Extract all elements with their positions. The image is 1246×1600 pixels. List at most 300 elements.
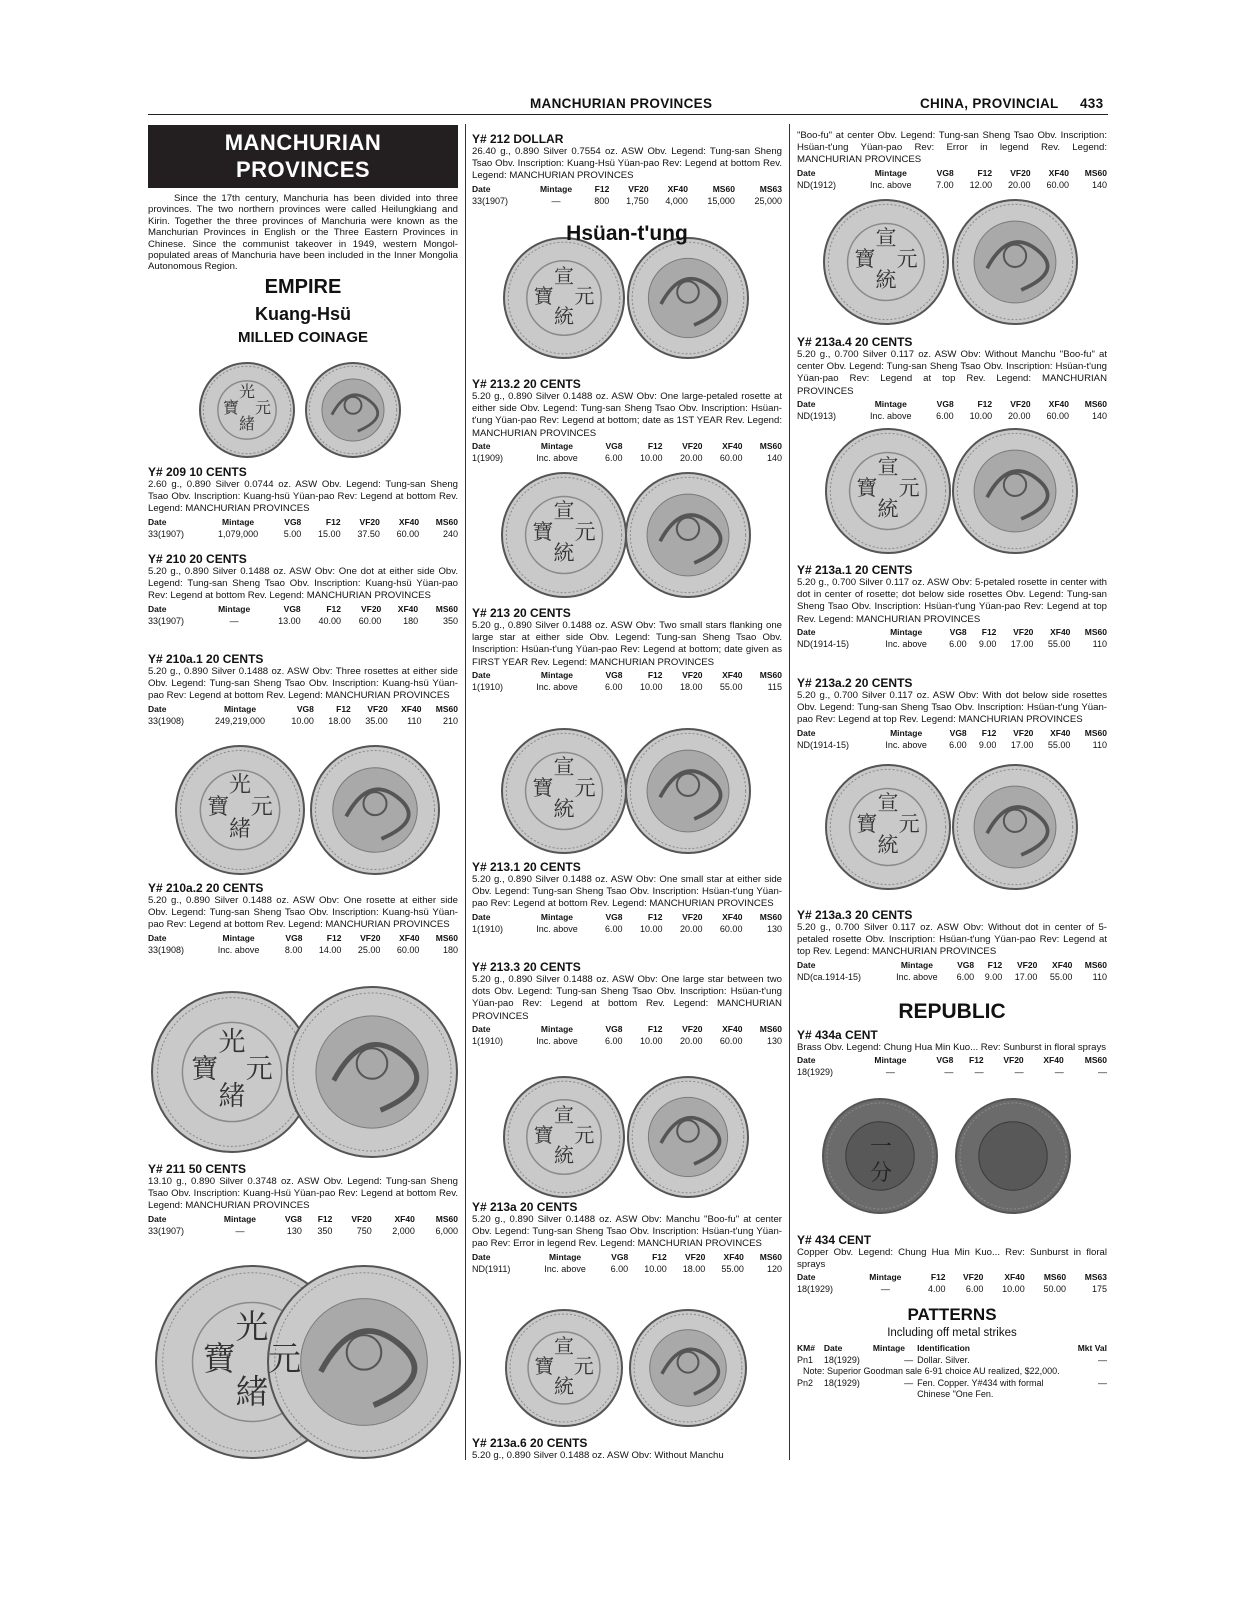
cell: 9.00 xyxy=(978,638,997,649)
cell: 20.00 xyxy=(679,923,703,934)
col-head: Date xyxy=(797,167,816,178)
col-head: VF20 xyxy=(963,1272,984,1283)
coin-character: 寶 xyxy=(532,520,554,545)
coin-character: 一 xyxy=(870,1135,893,1160)
cell: 20.00 xyxy=(1008,179,1031,190)
table-row xyxy=(472,1263,782,1275)
col-head: VF20 xyxy=(1017,959,1038,970)
coin-image xyxy=(826,429,950,553)
cell: 2,000 xyxy=(392,1225,415,1236)
cell: 10.00 xyxy=(639,681,663,692)
col-head: Mintage xyxy=(549,1251,582,1262)
cell: 8.00 xyxy=(284,944,303,955)
cell: Inc. above xyxy=(885,739,927,750)
catalog-entry xyxy=(148,550,458,627)
col-head: XF40 xyxy=(722,440,743,451)
cell: Inc. above xyxy=(869,410,912,421)
coin-image xyxy=(502,729,626,853)
col-head: VG8 xyxy=(605,911,623,922)
catalog-entry xyxy=(472,1434,782,1462)
value: — xyxy=(1098,1377,1107,1388)
price-table xyxy=(797,1054,1107,1078)
cell: — xyxy=(551,195,561,206)
coin-character: 元 xyxy=(896,247,918,272)
col-head: VF20 xyxy=(1010,167,1031,178)
cell: — xyxy=(974,1067,984,1078)
coin-image xyxy=(504,238,624,358)
col-head: VG8 xyxy=(949,626,967,637)
cell: 210 xyxy=(442,715,458,726)
cell: 25,000 xyxy=(754,195,782,206)
coin-character: 宣 xyxy=(875,226,897,251)
coin-character: 元 xyxy=(898,812,920,837)
price-header xyxy=(797,398,1107,410)
col-head: Mintage xyxy=(890,727,923,738)
col-head: XF40 xyxy=(398,516,420,527)
catalog-entry xyxy=(148,1160,458,1237)
price-header xyxy=(472,1251,782,1263)
coin-character: 統 xyxy=(554,1373,574,1398)
col-head: VF20 xyxy=(682,669,703,680)
cell: 6.00 xyxy=(604,923,623,934)
col-head: Mintage xyxy=(218,603,251,614)
col-head: MS60 xyxy=(435,603,458,614)
coin-image xyxy=(953,429,1077,553)
col-head: VF20 xyxy=(360,932,381,943)
col-head: VG8 xyxy=(283,603,301,614)
cell: 12.00 xyxy=(969,179,993,190)
col-head: XF40 xyxy=(397,603,419,614)
cell: 120 xyxy=(766,1263,782,1274)
col-head: MS60 xyxy=(435,1213,458,1224)
catalog-entry xyxy=(472,375,782,464)
cell: 35.00 xyxy=(365,715,388,726)
col-head: VF20 xyxy=(1010,398,1031,409)
col-head: VF20 xyxy=(360,603,382,614)
col-head: MS60 xyxy=(759,440,782,451)
table-row xyxy=(148,715,458,727)
coin-image xyxy=(628,238,748,358)
cell: — xyxy=(1014,1067,1024,1078)
cell: 1(1909) xyxy=(472,452,504,463)
table-row xyxy=(797,410,1107,422)
entry-description: 5.20 g., 0.700 Silver 0.117 oz. ASW Obv: Without dot in center of 5-petaled rosette Obv. Inscription: Hsüan-t'ung Yüan-pao Rev: Legend at top Rev. Legend: MANCHURIAN PROVINCES xyxy=(797,922,1107,958)
cell: 9.00 xyxy=(984,971,1003,982)
col-head: Date xyxy=(797,1055,816,1066)
catalog-entry xyxy=(797,1231,1107,1295)
mintage: — xyxy=(904,1354,914,1365)
price-header xyxy=(797,626,1107,638)
col-head: Mintage xyxy=(900,959,933,970)
entry-title: Y# 213a.2 20 CENTS xyxy=(797,676,913,690)
price-header xyxy=(472,440,782,452)
cell: 20.00 xyxy=(679,1035,703,1046)
cell: 10.00 xyxy=(639,452,663,463)
coin-image xyxy=(311,746,439,874)
cell: 18(1929) xyxy=(797,1284,834,1295)
col-head: Date xyxy=(472,440,491,451)
cell: 180 xyxy=(442,944,458,955)
coin-character: 元 xyxy=(574,776,596,801)
cell: 1(1910) xyxy=(472,1035,504,1046)
col-head: MS60 xyxy=(1084,959,1107,970)
catalog-entry xyxy=(148,879,458,956)
coin-image xyxy=(176,746,304,874)
coin-character: 宣 xyxy=(554,263,574,288)
coin-character: 光 xyxy=(239,382,256,402)
coin-character: 光 xyxy=(235,1306,269,1346)
entry-title: Y# 213.1 20 CENTS xyxy=(472,860,581,874)
col-head: MS60 xyxy=(435,516,458,527)
catalog-entry xyxy=(797,674,1107,751)
col-head: MS60 xyxy=(1043,1272,1067,1283)
coin-image xyxy=(826,765,950,889)
table-row xyxy=(797,1283,1107,1295)
cell: 175 xyxy=(1091,1284,1107,1295)
col-head: KM# xyxy=(797,1343,815,1353)
col-head: VG8 xyxy=(949,727,967,738)
col-head: Date xyxy=(148,932,167,943)
col-head: XF40 xyxy=(1050,626,1071,637)
cell: 17.00 xyxy=(1014,971,1038,982)
col-head: F12 xyxy=(930,1272,946,1283)
entry-title: Y# 213a.6 20 CENTS xyxy=(472,1436,588,1450)
identification: Dollar. Silver. xyxy=(917,1354,970,1365)
col-head: Mintage xyxy=(869,1272,902,1283)
cell: 110 xyxy=(1092,971,1107,982)
cell: 10.00 xyxy=(639,923,663,934)
price-table xyxy=(797,626,1107,650)
price-table xyxy=(797,167,1107,191)
coin-image xyxy=(824,200,948,324)
patterns-header xyxy=(797,1343,1107,1355)
col-head: XF40 xyxy=(401,703,422,714)
coin-character: 元 xyxy=(898,476,920,501)
cell: 4,000 xyxy=(665,195,688,206)
catalog-entry xyxy=(797,333,1107,422)
col-head: Mintage xyxy=(223,1213,257,1224)
entry-description: 5.20 g., 0.890 Silver 0.1488 oz. ASW Obv: One rosette at either side Obv. Legend: Tung-san Sheng Tsao Obv. Inscription: Kuang-hsü Yüan-pao Rev: Legend at bottom Rev. Legend: MANCHURIAN PROVINCES xyxy=(148,895,458,931)
coin-character: 光 xyxy=(229,773,252,799)
coin-character: 寶 xyxy=(207,794,230,820)
km: Pn2 xyxy=(797,1377,814,1388)
price-header xyxy=(148,603,458,615)
table-row xyxy=(797,638,1107,650)
price-header xyxy=(797,959,1107,971)
coin-character: 緒 xyxy=(235,1371,269,1411)
cell: Inc. above xyxy=(536,923,578,934)
coin-character: 緒 xyxy=(229,816,252,842)
col-head: XF40 xyxy=(667,183,688,194)
entry-title: Y# 434 CENT xyxy=(797,1233,872,1247)
col-head: MS60 xyxy=(1084,167,1107,178)
col-head: XF40 xyxy=(1048,167,1069,178)
cell: 60.00 xyxy=(719,1035,743,1046)
col-head: VG8 xyxy=(284,1213,302,1224)
cell: 15,000 xyxy=(707,195,735,206)
cell: 6.00 xyxy=(956,971,975,982)
mintage: — xyxy=(904,1377,914,1388)
col-head: F12 xyxy=(594,183,610,194)
cell: ND(1912) xyxy=(797,179,837,190)
cell: 18.00 xyxy=(682,1263,706,1274)
col-head: Mintage xyxy=(540,669,574,680)
catalog-entry xyxy=(148,463,458,540)
cell: 60.00 xyxy=(719,923,743,934)
coin-character: 宣 xyxy=(553,499,575,524)
cell: 6.00 xyxy=(949,739,967,750)
col-head: VF20 xyxy=(367,703,388,714)
col-head: F12 xyxy=(981,727,997,738)
cell: 50.00 xyxy=(1043,1284,1067,1295)
cell: 25.00 xyxy=(357,944,381,955)
patterns-subtitle: Including off metal strikes xyxy=(887,1327,1017,1339)
cell: 110 xyxy=(407,715,422,726)
cell: Inc. above xyxy=(536,452,578,463)
col-head: F12 xyxy=(647,1023,663,1034)
cell: 130 xyxy=(286,1225,302,1236)
cell: 10.00 xyxy=(1002,1284,1025,1295)
cell: 4.00 xyxy=(928,1284,946,1295)
price-table xyxy=(797,1271,1107,1295)
col-head: XF40 xyxy=(722,1023,743,1034)
col-head: XF40 xyxy=(1048,398,1069,409)
coin-character: 元 xyxy=(245,1053,273,1085)
coin-character: 宣 xyxy=(877,455,899,480)
col-head: VF20 xyxy=(628,183,649,194)
coin-character: 元 xyxy=(254,398,271,418)
coin-character: 元 xyxy=(268,1339,302,1379)
table-row xyxy=(148,528,458,540)
entry-description: 5.20 g., 0.890 Silver 0.1488 oz. ASW Obv: Without Manchu xyxy=(472,1450,724,1461)
cell: 9.00 xyxy=(978,739,997,750)
col-head: MS60 xyxy=(1084,626,1107,637)
cell: 10.00 xyxy=(291,715,314,726)
price-header xyxy=(472,911,782,923)
table-row xyxy=(472,195,782,207)
col-head: F12 xyxy=(647,911,663,922)
col-head: Mintage xyxy=(222,932,255,943)
col-head: XF40 xyxy=(394,1213,415,1224)
price-table xyxy=(472,1251,782,1275)
cell: 110 xyxy=(1092,638,1107,649)
note: Note: Superior Goodman sale 6-91 choice AU realized, $22,000. xyxy=(803,1366,1060,1376)
col-head: XF40 xyxy=(722,911,743,922)
coin-character: 寶 xyxy=(202,1339,236,1379)
price-header xyxy=(472,669,782,681)
page-number: 433 xyxy=(1080,96,1104,111)
price-header xyxy=(472,1023,782,1035)
coin-character: 寶 xyxy=(532,776,554,801)
cell: 10.00 xyxy=(644,1263,667,1274)
entry-title: Y# 213a.4 20 CENTS xyxy=(797,335,913,349)
coin-character: 統 xyxy=(875,268,897,293)
col-head: XF40 xyxy=(1004,1272,1025,1283)
cell: Inc. above xyxy=(896,971,938,982)
table-row xyxy=(797,739,1107,751)
cell: — xyxy=(880,1284,890,1295)
table-row xyxy=(797,971,1107,983)
cell: 18(1929) xyxy=(797,1067,834,1078)
cell: — xyxy=(235,1225,245,1236)
heading-republic: REPUBLIC xyxy=(898,1000,1006,1023)
cell: — xyxy=(1054,1067,1064,1078)
entry-description: 5.20 g., 0.700 Silver 0.117 oz. ASW Obv: Without Manchu "Boo-fu" at center Obv. Legend: Tung-san Sheng Tsao Obv. Inscription: Hsüan-t'ung Yüan-pao Rev: Legend at top Rev. Legend: MANCHURIAN PROVINCES xyxy=(797,349,1107,397)
coin-image xyxy=(506,1310,622,1426)
col-head: MS63 xyxy=(759,183,782,194)
coin-image xyxy=(956,1099,1070,1213)
catalog-entry xyxy=(797,906,1107,983)
coin-character: 寶 xyxy=(856,812,878,837)
entry-title: Y# 209 10 CENTS xyxy=(148,465,247,479)
entry-description: 5.20 g., 0.890 Silver 0.1488 oz. ASW Obv: One large star between two dots Obv. Legend: Tung-san Sheng Tsao Obv. Inscription: Hsüan-t'ung Yüan-pao Rev: Legend at bottom Rev. Legend: MANCHURIAN PROVINCES xyxy=(472,974,782,1022)
coin-character: 光 xyxy=(218,1026,246,1058)
col-head: Mintage xyxy=(539,183,573,194)
col-head: Date xyxy=(472,911,491,922)
col-head: VG8 xyxy=(957,959,975,970)
col-head: VG8 xyxy=(296,703,314,714)
col-head: Mintage xyxy=(874,1055,907,1066)
entry-title: Y# 213 20 CENTS xyxy=(472,606,571,620)
cell: 6.00 xyxy=(604,681,623,692)
entry-title: Y# 210a.2 20 CENTS xyxy=(148,881,264,895)
cell: 130 xyxy=(766,1035,782,1046)
cell: 1(1910) xyxy=(472,923,504,934)
col-head: F12 xyxy=(647,669,663,680)
entry-title: Y# 213a.3 20 CENTS xyxy=(797,908,913,922)
cell: 33(1907) xyxy=(148,615,185,626)
table-row xyxy=(148,1225,458,1237)
cell: 40.00 xyxy=(318,615,341,626)
price-table xyxy=(797,727,1107,751)
cell: 60.00 xyxy=(1046,410,1069,421)
coin-character: 統 xyxy=(554,304,574,329)
cell: 10.00 xyxy=(639,1035,663,1046)
cell: 33(1908) xyxy=(148,944,185,955)
coin-character: 元 xyxy=(250,794,273,820)
cell: — xyxy=(944,1067,954,1078)
coin-character: 統 xyxy=(553,541,575,566)
table-row xyxy=(472,923,782,935)
col-head: Date xyxy=(797,727,816,738)
table-row xyxy=(797,1378,1107,1401)
cell: 6,000 xyxy=(435,1225,458,1236)
coin-image xyxy=(504,1077,624,1197)
coin-character: 元 xyxy=(574,284,595,308)
entry-description: 5.20 g., 0.890 Silver 0.1488 oz. ASW Obv: One large-petaled rosette at either side Obv. Legend: Tung-san Sheng Tsao Obv. Inscription: Hsüan-t'ung Yüan-pao Rev: Legend at bottom; date as 1ST YEAR Rev. Legend: MANCHURIAN PROVINCES xyxy=(472,391,782,439)
title-line: MANCHURIAN xyxy=(224,130,382,155)
coin-character: 寶 xyxy=(534,1354,555,1378)
patterns-title: PATTERNS xyxy=(907,1305,997,1324)
price-table xyxy=(472,1023,782,1047)
section-title-box xyxy=(148,125,458,188)
coin-character: 寶 xyxy=(854,247,876,272)
entry-description: "Boo-fu" at center Obv. Legend: Tung-san Sheng Tsao Obv. Inscription: Hsüan-t'ung Yüan-pao Rev: Error in legend Rev. Legend: MANCHURIAN PROVINCES xyxy=(797,130,1107,166)
coin-character: 寶 xyxy=(533,284,554,308)
km: Pn1 xyxy=(797,1354,814,1365)
cell: 5.00 xyxy=(283,528,302,539)
cell: 140 xyxy=(1091,179,1107,190)
price-table xyxy=(797,959,1107,983)
entry-title: Y# 213.3 20 CENTS xyxy=(472,960,581,974)
cell: 180 xyxy=(403,615,419,626)
coin-character: 統 xyxy=(554,1143,574,1168)
coin-image xyxy=(502,473,626,597)
col-head: VF20 xyxy=(359,516,380,527)
cell: 7.00 xyxy=(936,179,954,190)
coin-character: 分 xyxy=(870,1161,893,1186)
col-head: F12 xyxy=(981,626,997,637)
entry-description: 5.20 g., 0.890 Silver 0.1488 oz. ASW Obv: One small star at either side Obv. Legend: Tung-san Sheng Tsao Obv. Inscription: Hsüan-t'ung Yüan-pao Rev: Legend at bottom Rev. Legend: MANCHURIAN PROVINCES xyxy=(472,874,782,910)
entry-title: Y# 213.2 20 CENTS xyxy=(472,377,581,391)
col-head: Mintage xyxy=(540,1023,574,1034)
col-head: Mintage xyxy=(874,167,907,178)
col-head: Mintage xyxy=(890,626,923,637)
cell: 55.00 xyxy=(1049,971,1073,982)
running-head-center: MANCHURIAN PROVINCES xyxy=(530,96,713,111)
patterns-section xyxy=(797,1305,1107,1401)
price-table xyxy=(148,1213,458,1237)
cell: 249,219,000 xyxy=(214,715,266,726)
catalog-entry xyxy=(797,561,1107,650)
cell: 800 xyxy=(594,195,610,206)
col-head: VG8 xyxy=(611,1251,629,1262)
col-head: Mintage xyxy=(540,440,574,451)
coin-character: 宣 xyxy=(877,791,899,816)
coin-image xyxy=(628,1077,748,1197)
col-head: VF20 xyxy=(682,1023,703,1034)
entry-title: Y# 211 50 CENTS xyxy=(148,1162,247,1176)
coin-character: 統 xyxy=(553,797,575,822)
col-head: VF20 xyxy=(1003,1055,1024,1066)
table-row xyxy=(797,1355,1107,1367)
col-head: VF20 xyxy=(1013,727,1034,738)
col-head: F12 xyxy=(336,703,351,714)
col-head: MS60 xyxy=(1084,398,1107,409)
price-header xyxy=(797,167,1107,179)
coin-character: 寶 xyxy=(856,476,878,501)
col-head: VF20 xyxy=(351,1213,372,1224)
col-head: Identification xyxy=(917,1343,970,1353)
price-header xyxy=(797,1054,1107,1066)
cell: 33(1908) xyxy=(148,715,185,726)
entry-title: Y# 434a CENT xyxy=(797,1028,878,1042)
coin-character: 統 xyxy=(877,497,899,522)
col-head: MS60 xyxy=(759,669,782,680)
col-head: VG8 xyxy=(936,1055,954,1066)
cell: 1,079,000 xyxy=(218,528,259,539)
col-head: VG8 xyxy=(605,1023,623,1034)
cell: 33(1907) xyxy=(148,528,185,539)
cell: Inc. above xyxy=(885,638,927,649)
col-head: MS60 xyxy=(1084,1055,1107,1066)
coin-character: 宣 xyxy=(554,1102,574,1127)
col-head: F12 xyxy=(317,1213,333,1224)
col-head: XF40 xyxy=(1043,1055,1064,1066)
cell: 18.00 xyxy=(679,681,703,692)
entry-description: 5.20 g., 0.700 Silver 0.117 oz. ASW Obv: With dot below side rosettes Obv. Legend: Tung-san Sheng Tsao Obv. Inscription: Hsüan-t'ung Yüan-pao Rev: Legend at top Rev. Legend: MANCHURIAN PROVINCES xyxy=(797,690,1107,726)
col-head: VG8 xyxy=(605,669,623,680)
col-head: Date xyxy=(797,626,816,637)
cell: 60.00 xyxy=(358,615,382,626)
col-head: VF20 xyxy=(682,911,703,922)
col-head: MS60 xyxy=(435,932,458,943)
cell: Inc. above xyxy=(536,681,578,692)
cell: 6.00 xyxy=(610,1263,629,1274)
col-head: XF40 xyxy=(1050,727,1071,738)
coin-image xyxy=(953,200,1077,324)
entry-description: 5.20 g., 0.890 Silver 0.1488 oz. ASW Obv: One dot at either side Obv. Legend: Tung-san Sheng Tsao Obv. Inscription: Kuang-hsü Yüan-pao Rev: Legend at bottom Rev. Legend: MANCHURIAN PROVINCES xyxy=(148,566,458,602)
